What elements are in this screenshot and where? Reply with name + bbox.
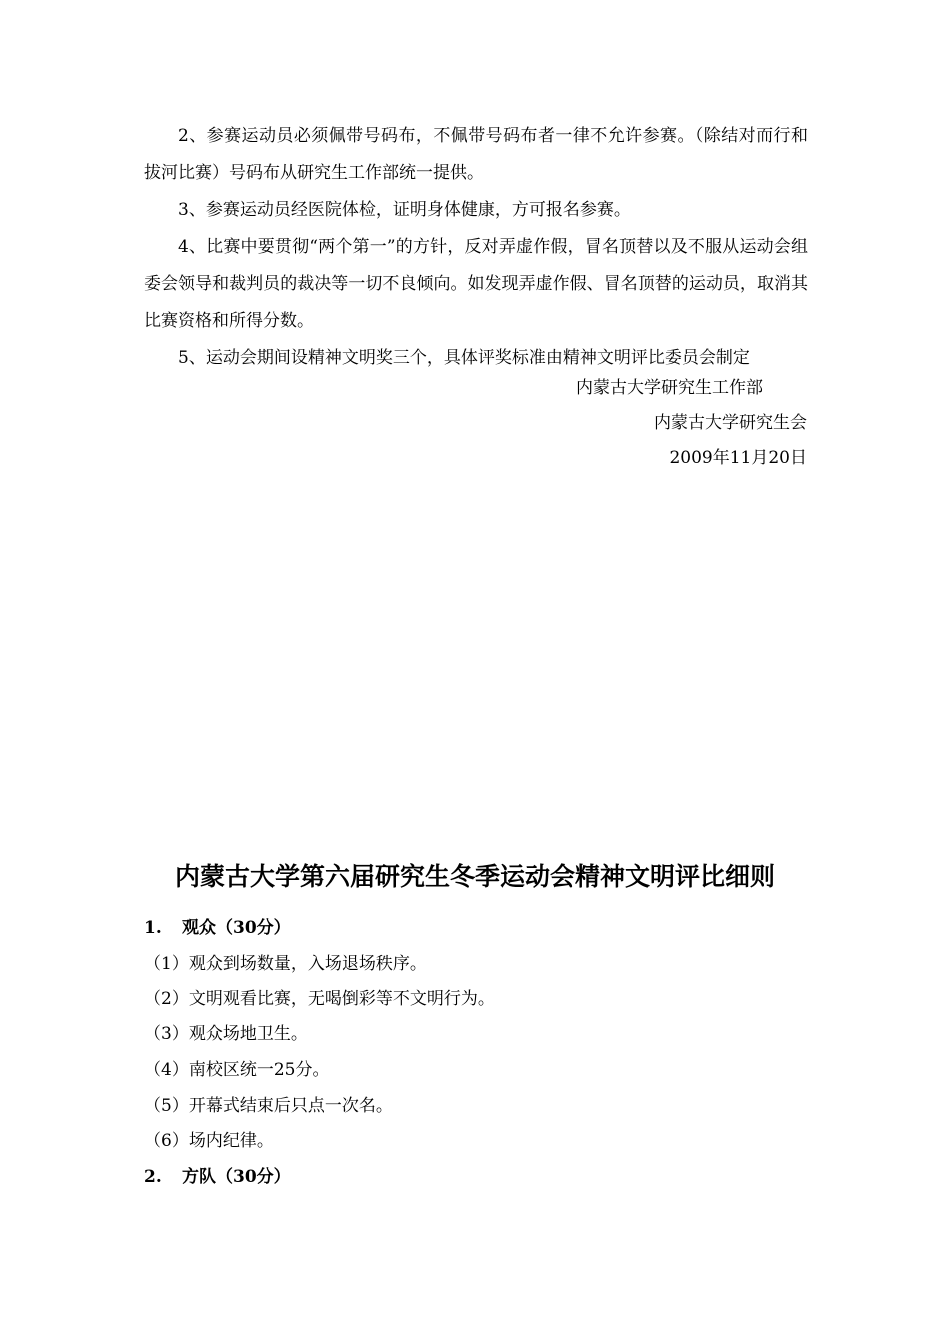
list-item: （4）南校区统一25分。 [144, 1060, 330, 1080]
section-heading-formation [144, 1165, 291, 1189]
notice-paragraph-2: 2、参赛运动员必须佩带号码布，不佩带号码布者一律不允许参赛。（除结对而行和拔河比赛）号码布从研究生工作部统一提供。 [144, 126, 808, 183]
notice-paragraph-3: 3、参赛运动员经医院体检，证明身体健康，方可报名参赛。 [178, 200, 631, 220]
notice-paragraph-4: 4、比赛中要贯彻“两个第一”的方针，反对弄虚作假，冒名顶替以及不服从运动会组委会领导和裁判员的裁决等一切不良倾向。如发现弄虚作假、冒名顶替的运动员，取消其比赛资格和所得分数。 [144, 237, 808, 331]
section-number: 1. [144, 918, 162, 938]
section-title: 方队（30分） [182, 1167, 291, 1187]
signature-date: 2009年11月20日 [669, 448, 807, 468]
signature-graduate-work-department: 内蒙古大学研究生工作部 [576, 378, 763, 398]
list-item: （3）观众场地卫生。 [144, 1024, 308, 1044]
list-item: （5）开幕式结束后只点一次名。 [144, 1096, 393, 1116]
list-item: （2）文明观看比赛，无喝倒彩等不文明行为。 [144, 989, 495, 1009]
list-item: （6）场内纪律。 [144, 1131, 274, 1151]
section-heading-audience [144, 916, 291, 940]
section-number: 2. [144, 1167, 162, 1187]
list-item: （1）观众到场数量，入场退场秩序。 [144, 954, 427, 974]
notice-paragraph-5: 5、运动会期间设精神文明奖三个，具体评奖标准由精神文明评比委员会制定 [178, 348, 750, 368]
rules-title: 内蒙古大学第六届研究生冬季运动会精神文明评比细则 [174, 862, 775, 891]
section-title: 观众（30分） [182, 918, 291, 938]
signature-graduate-student-union: 内蒙古大学研究生会 [654, 413, 807, 433]
